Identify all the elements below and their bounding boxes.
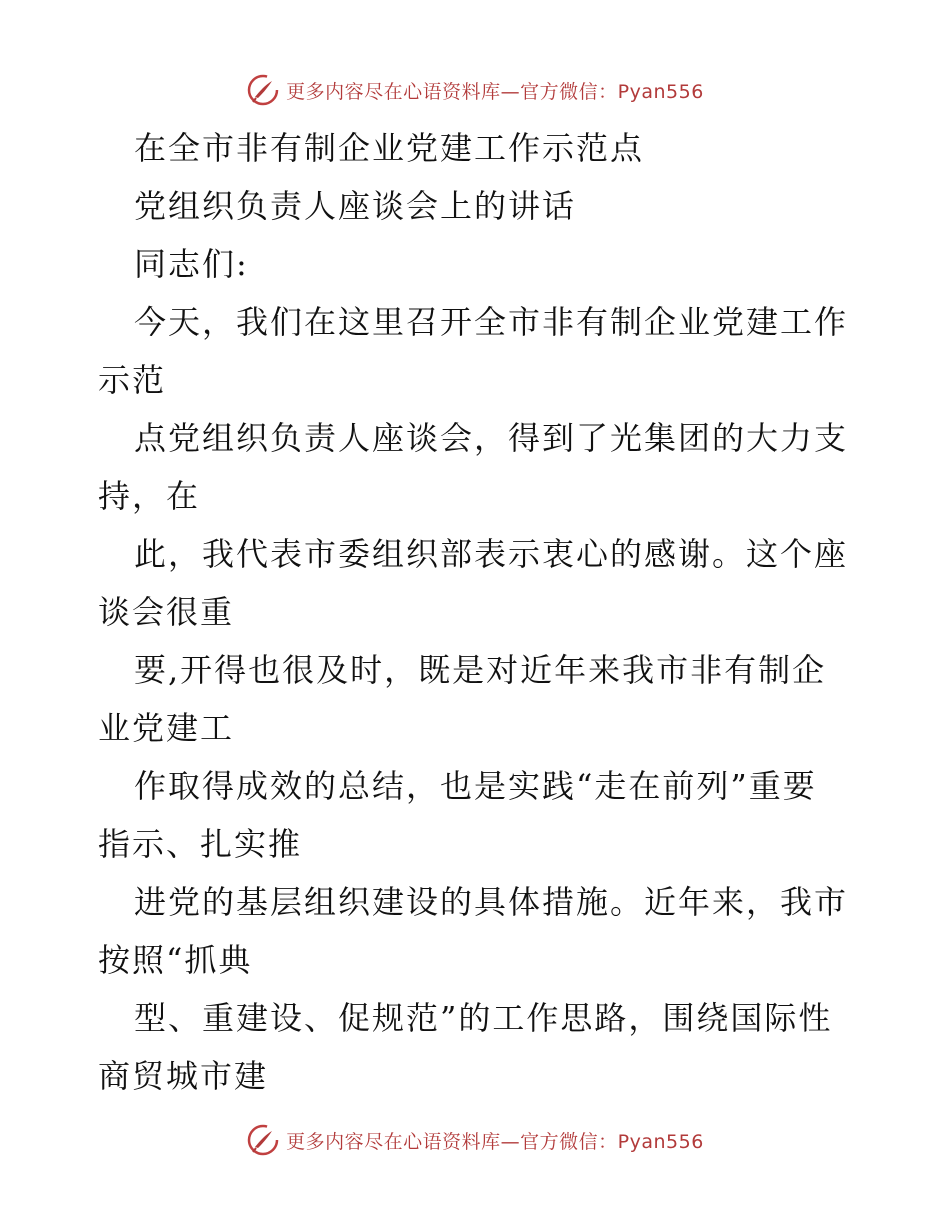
paragraph-line: 作取得成效的总结，也是实践“走在前列”重要: [134, 767, 817, 805]
paragraph-line: 今天，我们在这里召开全市非有制企业党建工作: [134, 303, 849, 341]
paragraph-line: 持，在: [98, 477, 201, 515]
title-line-1: 在全市非有制企业党建工作示范点: [134, 129, 645, 167]
paragraph-line: 按照“抓典: [98, 941, 253, 979]
paragraph-line: 指示、扎实推: [98, 825, 303, 863]
paragraph-line: 要,开得也很及时，既是对近年来我市非有制企: [134, 651, 827, 689]
paragraph-line: 业党建工: [98, 709, 235, 747]
paragraph-line: 示范: [98, 361, 167, 399]
feather-pen-icon: [246, 1123, 280, 1157]
paragraph-line: 商贸城市建: [98, 1057, 269, 1095]
salutation: 同志们:: [134, 245, 249, 283]
paragraph-line: 进党的基层组织建设的具体措施。近年来，我市: [134, 883, 849, 921]
paragraph-line: 谈会很重: [98, 593, 235, 631]
footer-watermark-banner: [0, 1118, 950, 1162]
watermark-text: 更多内容尽在心语资料库—官方微信：Pyan556: [286, 80, 704, 103]
title-line-2: 党组织负责人座谈会上的讲话: [134, 187, 577, 225]
paragraph-line: 此，我代表市委组织部表示衷心的感谢。这个座: [134, 535, 849, 573]
paragraph-line: 点党组织负责人座谈会，得到了光集团的大力支: [134, 419, 849, 457]
watermark-text: 更多内容尽在心语资料库—官方微信：Pyan556: [286, 1130, 704, 1153]
paragraph-line: 型、重建设、促规范”的工作思路，围绕国际性: [134, 999, 833, 1037]
